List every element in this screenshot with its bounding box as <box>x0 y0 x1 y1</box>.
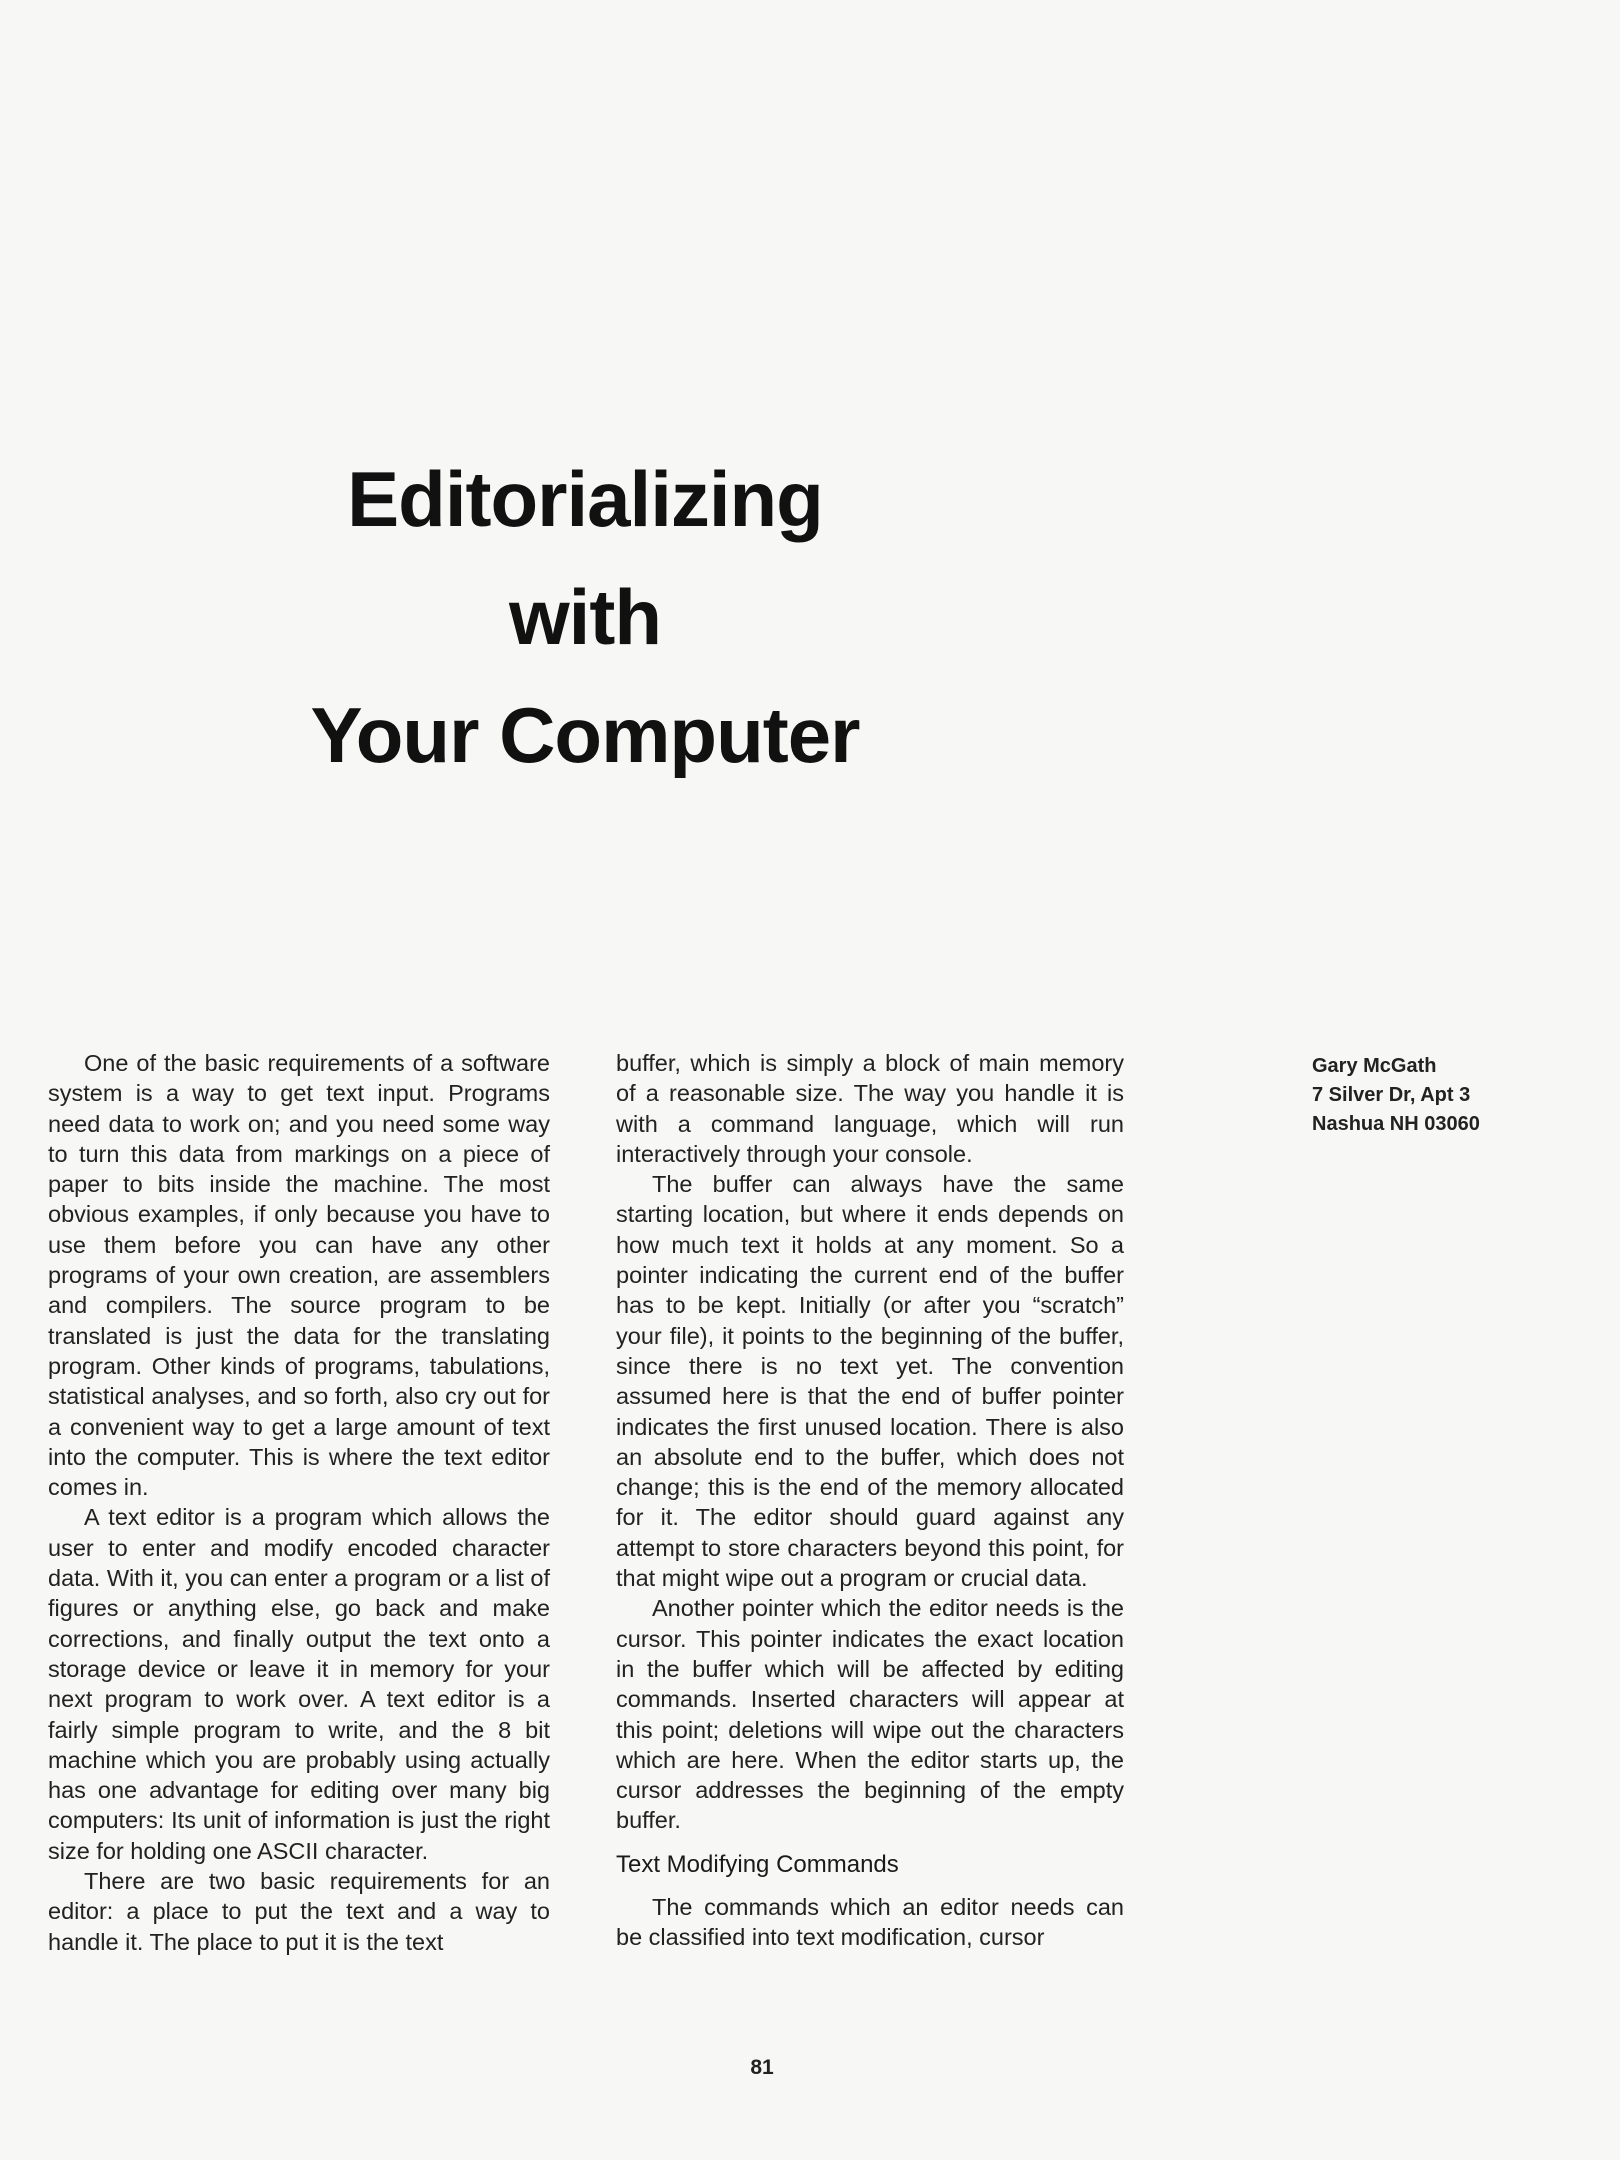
paragraph: There are two basic requirements for an editor: a place to put the text and a way to handle it. The place to put it is the text <box>48 1868 550 1955</box>
title-line-2: with <box>509 573 661 661</box>
paragraph: Another pointer which the editor needs is the cursor. This pointer indicates the exact location in the buffer which will be affected by editing commands. Inserted characters will appear at this point; deletions will wipe out the characters which are here. When the editor starts up, the cursor addresses the beginning of the empty buffer. <box>616 1595 1124 1834</box>
paragraph: buffer, which is simply a block of main memory of a reasonable size. The way you handle it is with a command language, which will run interactively through your console. <box>616 1050 1124 1167</box>
section-heading: Text Modifying Commands <box>616 1850 899 1878</box>
paragraph: One of the basic requirements of a software system is a way to get text input. Programs need data to work on; and you need some way to turn this data from markings on a piece of paper to bits inside the machine. The most obvious examples, if only because you have to use them before you can have any other programs of your own creation, are assemblers and compilers. The source program to be translated is just the data for the translating program. Other kinds of programs, tabulations, statistical analyses, and so forth, also cry out for a convenient way to get a large amount of text into the computer. This is where the text editor comes in. <box>48 1050 550 1501</box>
paragraph: The commands which an editor needs can be classified into text modification, cursor <box>616 1894 1124 1951</box>
author-address: 7 Silver Dr, Apt 3 <box>1312 1084 1471 1106</box>
page-number: 81 <box>750 2056 774 2079</box>
author-block <box>1312 1052 1480 1139</box>
paragraph: A text editor is a program which allows the user to enter and modify encoded character data. With it, you can enter a program or a list of figures or anything else, go back and make corrections, and finally output the text onto a storage device or leave it in memory for your next program to work over. A text editor is a fairly simple program to write, and the 8 bit machine which you are probably using actually has one advantage for editing over many big computers: Its unit of information is just the right size for holding one ASCII character. <box>48 1504 550 1864</box>
author-city: Nashua NH 03060 <box>1312 1113 1480 1135</box>
title-line-3: Your Computer <box>310 691 860 779</box>
text-column-1 <box>48 1048 550 1957</box>
article-title <box>0 440 1170 794</box>
author-name: Gary McGath <box>1312 1055 1437 1077</box>
paragraph: The buffer can always have the same starting location, but where it ends depends on how much text it holds at any moment. So a pointer indicating the current end of the buffer has to be kept. Initially (or after you “scratch” your file), it points to the beginning of the buffer, since there is no text yet. The convention assumed here is that the end of buffer pointer indicates the first unused location. There is also an absolute end to the buffer, which does not change; this is the end of the memory allocated for it. The editor should guard against any attempt to store characters beyond this point, for that might wipe out a program or crucial data. <box>616 1171 1124 1592</box>
text-column-2 <box>616 1048 1124 1953</box>
title-line-1: Editorializing <box>347 455 823 543</box>
